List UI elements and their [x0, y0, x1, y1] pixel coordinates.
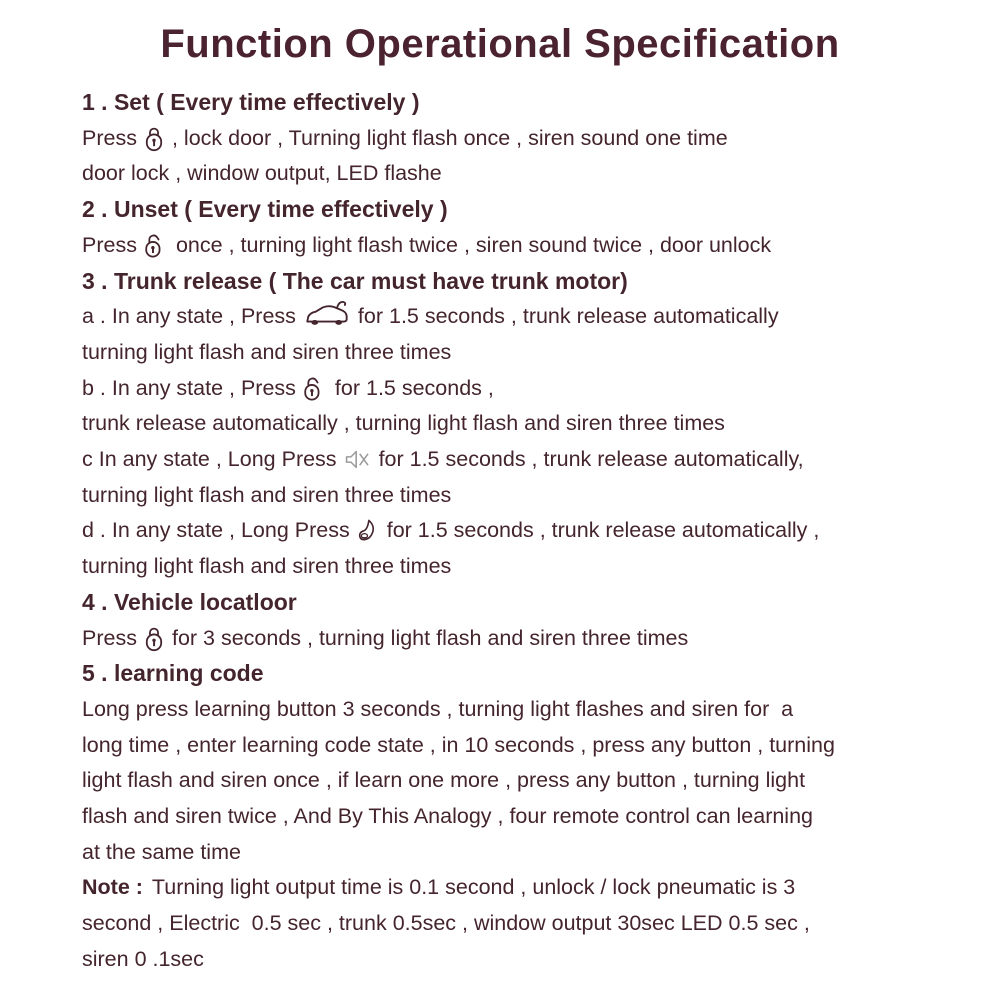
text-segment: d . In any state , Long Press: [82, 518, 350, 543]
text-segment: Press: [82, 232, 137, 257]
unlock-icon: [303, 375, 327, 402]
section-5-para-line-1: Long press learning button 3 seconds , turning light flashes and siren for a: [82, 696, 794, 721]
text-segment: for 1.5 seconds ,: [334, 375, 494, 400]
text-segment: for 1.5 seconds , trunk release automatically,: [378, 447, 804, 472]
section-3-heading: 3 . Trunk release ( The car must have trunk motor): [82, 267, 628, 294]
section-5-para-line-5: at the same time: [82, 839, 241, 864]
text-segment: Press: [82, 625, 137, 650]
section-3-line-a: [82, 299, 960, 335]
text-segment: , lock door , Turning light flash once , siren sound one time: [171, 125, 728, 150]
page-title: Function Operational Specification: [160, 22, 840, 66]
section-1-line-2: door lock , window output, LED flashe: [82, 161, 442, 186]
text-segment: a . In any state , Press: [82, 304, 296, 329]
section-3-line-a-cont: turning light flash and siren three times: [82, 339, 452, 364]
text-segment: c In any state , Long Press: [82, 447, 337, 472]
text-segment: for 1.5 seconds , trunk release automatically: [357, 304, 779, 329]
section-3-line-b: [82, 371, 960, 407]
section-1-line-1: [82, 121, 960, 157]
section-4-line-1: [82, 621, 960, 657]
section-5-para-line-2: long time , enter learning code state , in 10 seconds , press any button , turning: [82, 732, 835, 757]
text-segment: Press: [82, 125, 137, 150]
text-segment: for 1.5 seconds , trunk release automatically ,: [386, 518, 820, 543]
document-body: [82, 85, 960, 978]
section-3-line-d-cont: turning light flash and siren three times: [82, 554, 452, 579]
note-line-1: [82, 870, 960, 906]
section-3-line-c: [82, 442, 960, 478]
section-2-heading: 2 . Unset ( Every time effectively ): [82, 196, 448, 223]
lock-icon: [144, 125, 164, 152]
section-3-line-c-cont: turning light flash and siren three times: [82, 482, 452, 507]
note-line-2: second , Electric 0.5 sec , trunk 0.5sec , window output 30sec LED 0.5 sec ,: [82, 911, 810, 936]
text-segment: for 3 seconds , turning light flash and siren three times: [171, 625, 689, 650]
section-2-line-1: [82, 228, 960, 264]
text-segment: Turning light output time is 0.1 second , unlock / lock pneumatic is 3: [151, 875, 796, 900]
note-label: Note :: [82, 875, 143, 900]
section-3-line-d: [82, 513, 960, 549]
section-5-para-line-3: light flash and siren once , if learn one more , press any button , turning light: [82, 768, 806, 793]
speaker-mute-icon: [344, 449, 371, 470]
section-4-heading: 4 . Vehicle locatloor: [82, 588, 297, 615]
lock-icon: [144, 625, 164, 652]
car-trunk-open-icon: [303, 299, 350, 329]
section-5-para-line-4: flash and siren twice , And By This Analogy , four remote control can learning: [82, 804, 813, 829]
text-segment: once , turning light flash twice , siren sound twice , door unlock: [175, 232, 772, 257]
section-5-heading: 5 . learning code: [82, 660, 264, 687]
text-segment: b . In any state , Press: [82, 375, 296, 400]
section-1-heading: 1 . Set ( Every time effectively ): [82, 89, 420, 115]
unlock-icon: [144, 232, 168, 259]
note-line-3: siren 0 .1sec: [82, 946, 204, 971]
horn-icon: [357, 518, 379, 544]
section-3-line-b-cont: trunk release automatically , turning light flash and siren three times: [82, 411, 725, 436]
